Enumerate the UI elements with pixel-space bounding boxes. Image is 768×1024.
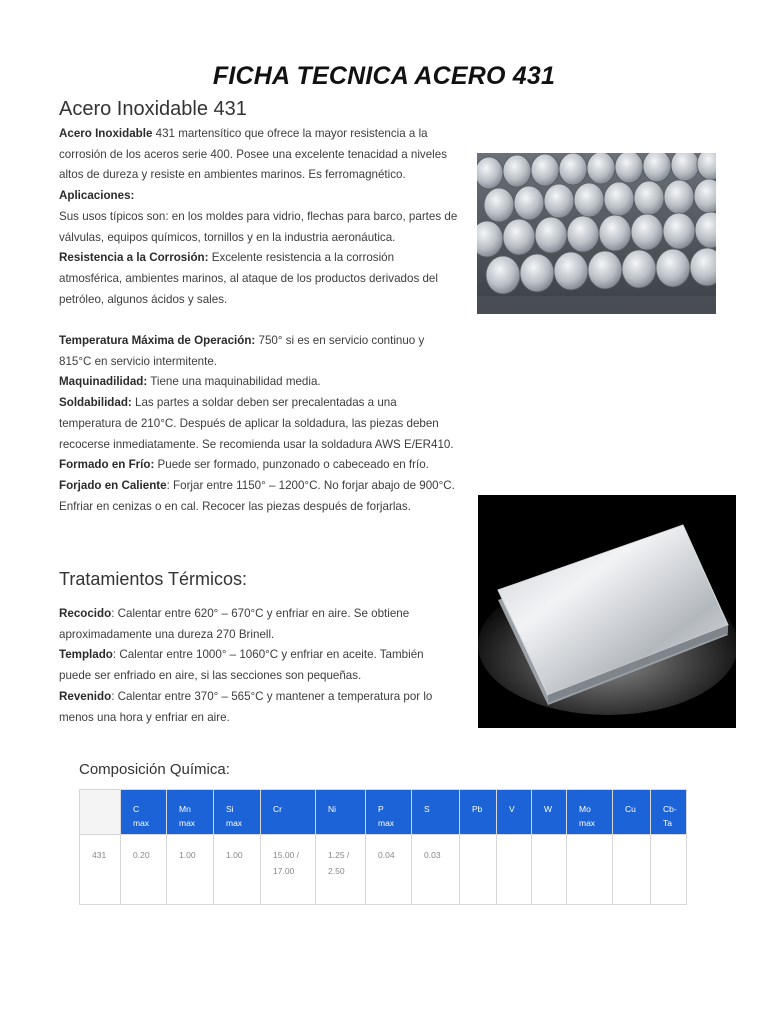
table-header-row	[80, 790, 687, 835]
main-heading: Acero Inoxidable 431	[59, 98, 247, 120]
column-header	[214, 790, 261, 835]
property-label: Maquinadilidad:	[59, 375, 148, 389]
element-symbol: Pb	[472, 804, 483, 814]
property-text: Tiene una maquinabilidad media.	[147, 375, 321, 389]
intro-label: Acero Inoxidable	[59, 127, 153, 140]
element-symbol: W	[544, 804, 553, 814]
column-header	[167, 790, 214, 835]
element-limit: max	[579, 818, 596, 828]
treatments-heading: Tratamientos Térmicos:	[59, 569, 248, 589]
description-block	[59, 124, 459, 310]
element-limit: Ta	[663, 818, 672, 828]
column-header	[412, 790, 460, 835]
intro-paragraph	[59, 124, 459, 186]
treatment-item	[59, 687, 459, 728]
property-text: Puede ser formado, punzonado o cabeceado en frío.	[154, 458, 429, 472]
treatment-label: Templado	[59, 648, 113, 662]
applications-paragraph	[59, 186, 459, 248]
treatment-label: Recocido	[59, 607, 112, 620]
treatment-label: Revenido	[59, 689, 112, 703]
element-symbol: Mn	[179, 804, 191, 814]
element-symbol: S	[424, 804, 430, 814]
treatment-text: : Calentar entre 1000° – 1060°C y enfriar en aceite. También puede ser enfriado en aire, si las secciones son pequeñas.	[59, 648, 424, 683]
element-symbol: Si	[226, 804, 234, 814]
element-limit: max	[226, 818, 243, 828]
column-header	[497, 790, 532, 835]
applications-label: Aplicaciones:	[59, 189, 135, 203]
property-label: Soldabilidad:	[59, 396, 132, 410]
corrosion-label: Resistencia a la Corrosión:	[59, 251, 209, 265]
table-cell	[532, 835, 567, 905]
corrosion-paragraph	[59, 248, 459, 310]
property-label: Formado en Frío:	[59, 458, 155, 472]
table-row	[80, 835, 687, 905]
composition-table	[79, 789, 687, 905]
element-symbol: Cb-	[663, 804, 677, 814]
steel-plate-graphic	[478, 495, 736, 728]
table-cell: 1.25 / 2.50	[316, 835, 366, 905]
property-item	[59, 455, 459, 476]
table-cell	[497, 835, 532, 905]
element-symbol: P	[378, 804, 384, 814]
table-cell: 0.03	[412, 835, 460, 905]
column-header	[613, 790, 651, 835]
property-item	[59, 331, 459, 372]
page-title: FICHA TECNICA ACERO 431	[212, 62, 556, 90]
table-cell: 1.00	[214, 835, 261, 905]
treatment-item	[59, 604, 459, 645]
properties-block	[59, 331, 459, 517]
column-header	[261, 790, 316, 835]
element-limit: max	[133, 818, 150, 828]
property-label: Temperatura Máxima de Operación:	[59, 334, 256, 347]
column-header	[567, 790, 613, 835]
treatment-item	[59, 645, 459, 686]
column-header	[460, 790, 497, 835]
property-text: Las partes a soldar deben ser precalentadas a una temperatura de 210°C. Después de aplicar la soldadura, las piezas deben recocerse inmediatamente. Se recomienda usar la soldadura AWS E/ER410.	[59, 396, 454, 451]
table-cell: 1.00	[167, 835, 214, 905]
applications-text: Sus usos típicos son: en los moldes para vidrio, flechas para barco, partes de válvulas, equipos químicos, tornillos y en la industria aeronáutica.	[59, 209, 458, 244]
element-symbol: V	[509, 804, 515, 814]
table-cell	[613, 835, 651, 905]
column-header	[366, 790, 412, 835]
column-header	[121, 790, 167, 835]
treatments-block	[59, 604, 459, 728]
table-cell: 0.20	[121, 835, 167, 905]
treatment-text: : Calentar entre 370° – 565°C y mantener a temperatura por lo menos una hora y enfriar en aire.	[59, 689, 433, 724]
intro-text: 431 martensítico que ofrece la mayor resistencia a la corrosión de los aceros serie 400. Posee una excelente tenacidad a niveles altos de dureza y resiste en ambientes marinos. Es ferromagnético.	[59, 127, 447, 182]
column-header	[532, 790, 567, 835]
column-header	[316, 790, 366, 835]
property-text: 750° si es en servicio continuo y 815°C en servicio intermitente.	[59, 334, 425, 368]
corrosion-text: Excelente resistencia a la corrosión atmosférica, ambientes marinos, al ataque de los productos derivados del petróleo, algunos ácidos y sales.	[59, 251, 438, 306]
column-header	[80, 790, 121, 835]
element-symbol: C	[133, 804, 140, 814]
property-item	[59, 393, 459, 455]
element-limit: max	[179, 818, 196, 828]
table-cell: 15.00 / 17.00	[261, 835, 316, 905]
treatment-text: : Calentar entre 620° – 670°C y enfriar en aire. Se obtiene aproximadamente una dureza 270 Brinell.	[59, 607, 410, 641]
steel-bars-graphic	[477, 153, 716, 314]
property-item	[59, 372, 459, 393]
steel-plate-image	[478, 495, 736, 728]
element-symbol: Cu	[625, 804, 636, 814]
property-text: : Forjar entre 1150° – 1200°C. No forjar abajo de 900°C. Enfriar en cenizas o en cal. Recocer las piezas después de forjarlas.	[59, 478, 455, 513]
grade-cell: 431	[80, 835, 121, 905]
table-cell	[651, 835, 687, 905]
property-label: Forjado en Caliente	[59, 478, 167, 492]
table-cell	[567, 835, 613, 905]
table-cell: 0.04	[366, 835, 412, 905]
column-header	[651, 790, 687, 835]
steel-bars-image	[477, 153, 716, 314]
element-symbol: Ni	[328, 804, 337, 814]
composition-heading: Composición Química:	[79, 761, 230, 778]
element-symbol: Mo	[579, 804, 591, 814]
table-cell	[460, 835, 497, 905]
element-limit: max	[378, 818, 395, 828]
property-item	[59, 476, 459, 517]
element-symbol: Cr	[273, 804, 282, 814]
